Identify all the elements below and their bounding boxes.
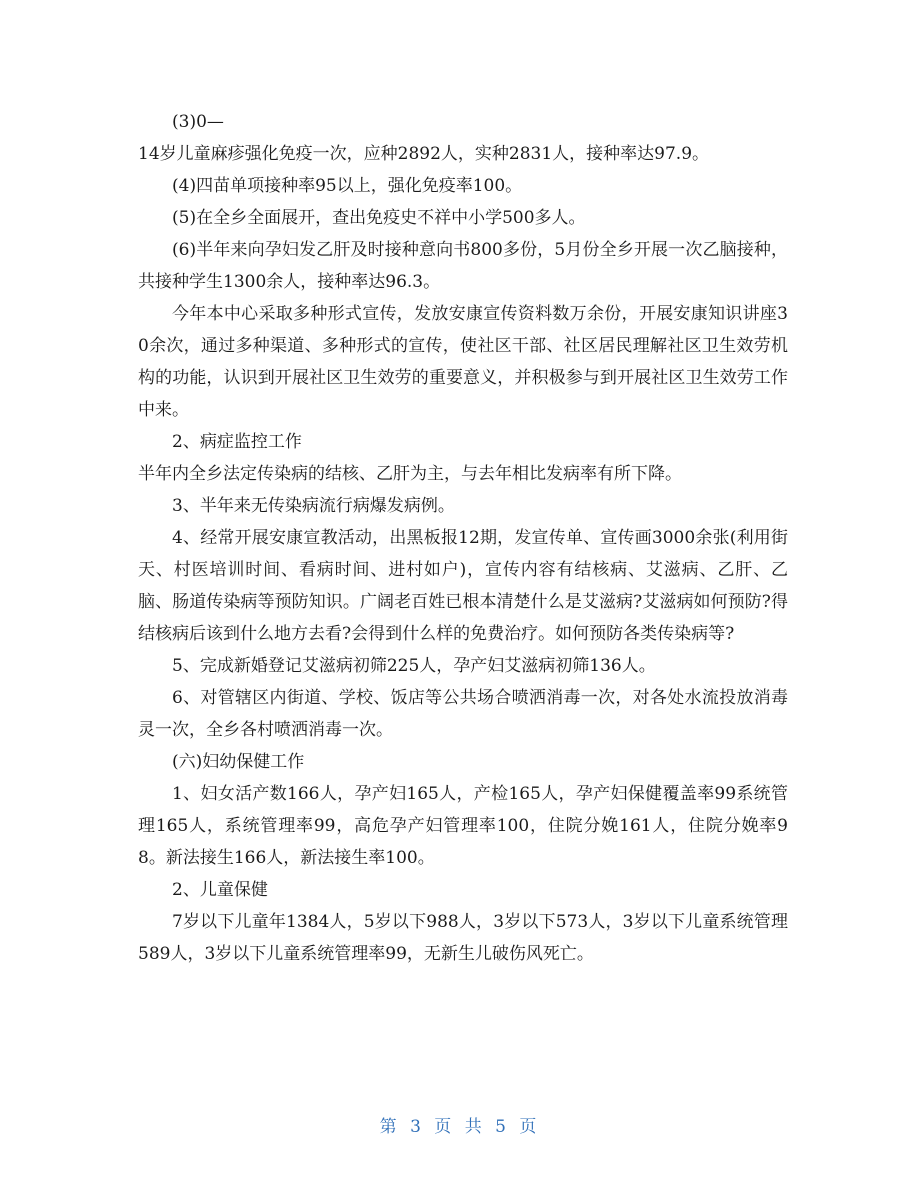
paragraph-2: 14岁儿童麻疹强化免疫一次，应种2892人，实种2831人，接种率达97.9。 — [138, 144, 710, 164]
paragraph-6: 今年本中心采取多种形式宣传，发放安康宣传资料数万余份，开展安康知识讲座30余次，通过多种渠道、多种形式的宣传，使社区干部、社区居民理解社区卫生效劳机构的功能，认识到开展社区卫生效劳的重要意义，并积极参与到开展社区卫生效劳工作中来。 — [138, 304, 788, 420]
section-heading-disease-monitoring: 2、病症监控工作 — [172, 432, 302, 452]
section-heading-child-health: 2、儿童保健 — [172, 880, 268, 900]
paragraph-14: 1、妇女活产数166人，孕产妇165人，产检165人，孕产妇保健覆盖率99系统管理165人，系统管理率99，高危孕产妇管理率100，住院分娩161人，住院分娩率98。新法接生166人，新法接生率100。 — [138, 784, 788, 868]
paragraph-5: (6)半年来向孕妇发乙肝及时接种意向书800多份，5月份全乡开展一次乙脑接种，共接种学生1300余人，接种率达96.3。 — [138, 240, 788, 292]
page-number-footer: 第 3 页 共 5 页 — [379, 1117, 541, 1137]
paragraph-12: 6、对管辖区内街道、学校、饭店等公共场合喷洒消毒一次，对各处水流投放消毒灵一次，全乡各村喷洒消毒一次。 — [138, 688, 788, 740]
paragraph-11: 5、完成新婚登记艾滋病初筛225人，孕产妇艾滋病初筛136人。 — [172, 656, 656, 676]
paragraph-4: (5)在全乡全面展开，查出免疫史不祥中小学500多人。 — [172, 208, 586, 228]
document-body — [138, 106, 788, 970]
paragraph-16: 7岁以下儿童年1384人，5岁以下988人，3岁以下573人，3岁以下儿童系统管理589人，3岁以下儿童系统管理率99，无新生儿破伤风死亡。 — [138, 912, 788, 964]
paragraph-3: (4)四苗单项接种率95以上，强化免疫率100。 — [172, 176, 523, 196]
paragraph-1: (3)0— — [172, 112, 224, 132]
section-heading-maternal-child: (六)妇幼保健工作 — [172, 752, 305, 772]
paragraph-8: 半年内全乡法定传染病的结核、乙肝为主，与去年相比发病率有所下降。 — [138, 464, 682, 484]
paragraph-10: 4、经常开展安康宣教活动，出黑板报12期，发宣传单、宣传画3000余张(利用街天、村医培训时间、看病时间、进村如户)，宣传内容有结核病、艾滋病、乙肝、乙脑、肠道传染病等预防知识。广阔老百姓已根本清楚什么是艾滋病?艾滋病如何预防?得结核病后该到什么地方去看?会得到什么样的免费治疗。如何预防各类传染病等? — [138, 528, 788, 644]
paragraph-9: 3、半年来无传染病流行病爆发病例。 — [172, 496, 455, 516]
